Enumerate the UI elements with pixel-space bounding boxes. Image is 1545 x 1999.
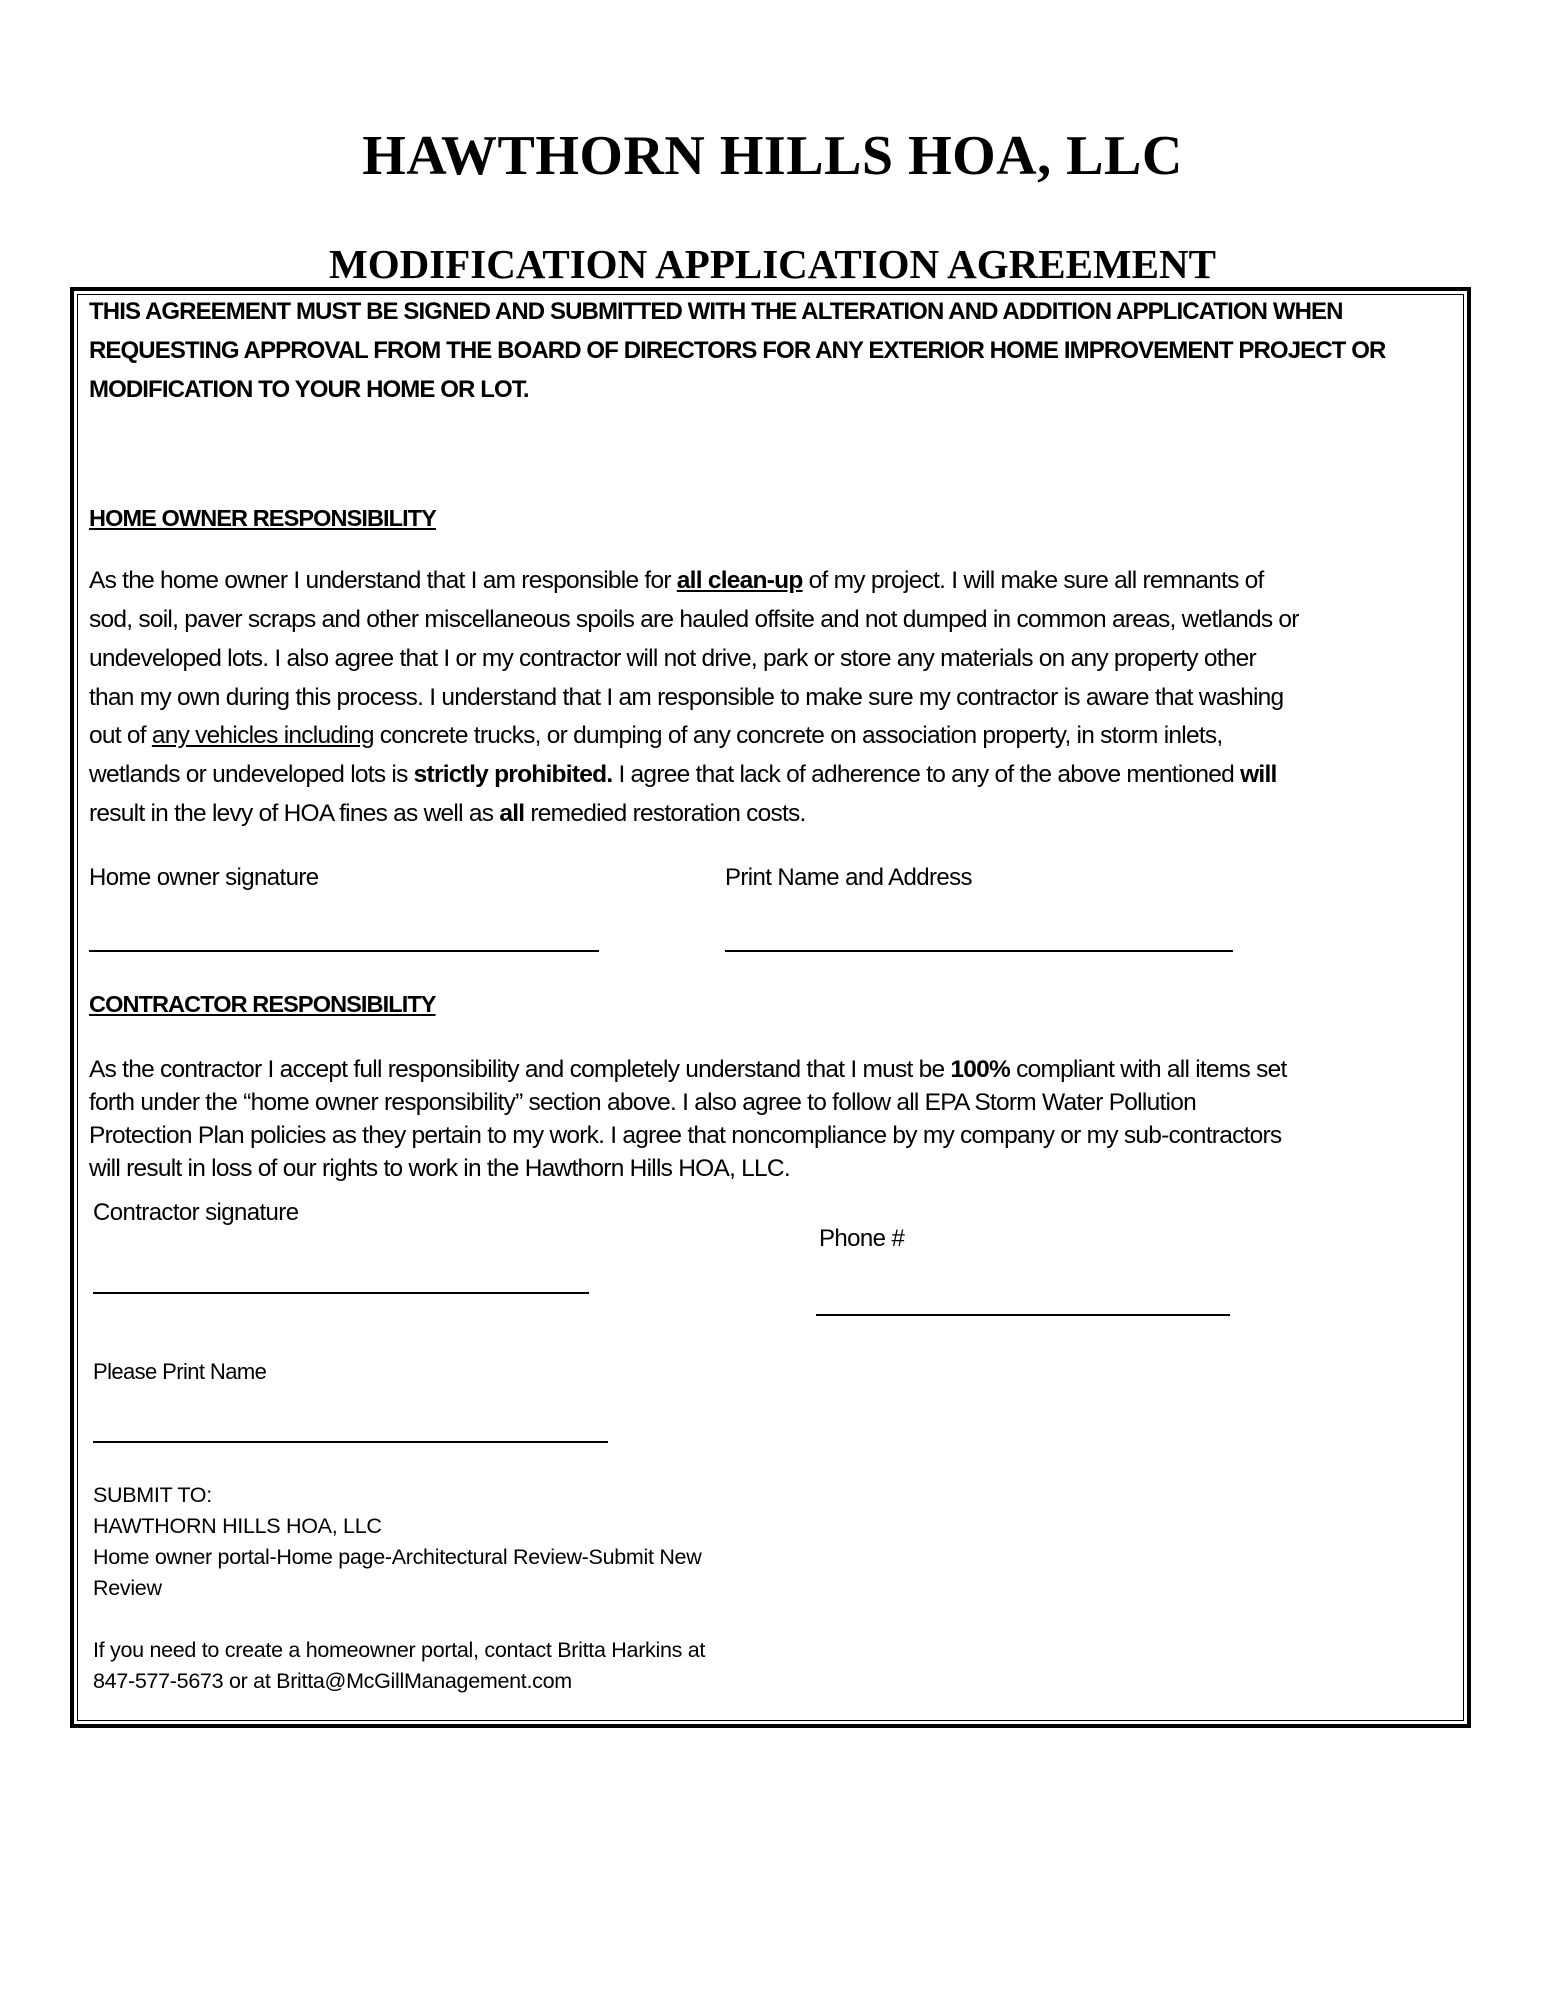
text-segment: I agree that lack of adherence to any of the above mentioned bbox=[612, 761, 1241, 788]
text-segment: As the home owner I understand that I am responsible for bbox=[89, 567, 677, 594]
portal-contact-note: If you need to create a homeowner portal, contact Britta Harkins at bbox=[93, 1638, 706, 1662]
text-segment: result in the levy of HOA fines as well as bbox=[89, 800, 500, 827]
text-segment: of my project. I will make sure all remnants of bbox=[802, 567, 1264, 594]
contractor-heading: CONTRACTOR RESPONSIBILITY bbox=[89, 991, 436, 1017]
portal-contact-details: 847-577-5673 or at Britta@McGillManagement.com bbox=[93, 1669, 572, 1693]
contractor-para-line-2: forth under the “home owner responsibility” section above. I also agree to follow all EPA Storm Water Pollution bbox=[89, 1089, 1196, 1116]
print-name-address-line[interactable] bbox=[725, 950, 1233, 952]
intro-line-3: MODIFICATION TO YOUR HOME OR LOT. bbox=[89, 376, 529, 403]
home-owner-signature-label: Home owner signature bbox=[89, 864, 319, 891]
document-title: HAWTHORN HILLS HOA, LLC bbox=[362, 125, 1183, 187]
home-owner-para-line-2: sod, soil, paver scraps and other miscellaneous spoils are hauled offsite and not dumped in common areas, wetlands or bbox=[89, 606, 1299, 633]
text-segment: remedied restoration costs. bbox=[524, 800, 806, 827]
print-name-address-label: Print Name and Address bbox=[725, 864, 972, 891]
text-segment: concrete trucks, or dumping of any concrete on association property, in storm inlets, bbox=[373, 722, 1223, 749]
intro-line-1: THIS AGREEMENT MUST BE SIGNED AND SUBMITTED WITH THE ALTERATION AND ADDITION APPLICATION WHEN bbox=[89, 298, 1343, 325]
emphasis-100-percent: 100% bbox=[950, 1056, 1011, 1083]
emphasis-all: all bbox=[499, 800, 525, 827]
text-segment: wetlands or undeveloped lots is bbox=[89, 761, 414, 788]
emphasis-strictly-prohibited: strictly prohibited. bbox=[413, 761, 613, 788]
submit-to-label: SUBMIT TO: bbox=[93, 1483, 212, 1507]
submit-portal-path: Home owner portal-Home page-Architectural Review-Submit New bbox=[93, 1545, 702, 1569]
text-segment: compliant with all items set bbox=[1010, 1056, 1287, 1083]
home-owner-para-line-4: than my own during this process. I understand that I am responsible to make sure my contractor is aware that washing bbox=[89, 684, 1284, 711]
contractor-para-line-1 bbox=[89, 1056, 1287, 1084]
phone-line[interactable] bbox=[816, 1314, 1230, 1316]
home-owner-para-line-3: undeveloped lots. I also agree that I or my contractor will not drive, park or store any materials on any property other bbox=[89, 645, 1256, 672]
contractor-print-name-line[interactable] bbox=[93, 1441, 608, 1443]
emphasis-all-clean-up: all clean-up bbox=[676, 567, 803, 594]
text-segment: As the contractor I accept full responsibility and completely understand that I must be bbox=[89, 1056, 951, 1083]
home-owner-para-line-6 bbox=[89, 761, 1277, 789]
home-owner-para-line-5 bbox=[89, 722, 1223, 750]
home-owner-heading: HOME OWNER RESPONSIBILITY bbox=[89, 505, 436, 531]
please-print-name-label: Please Print Name bbox=[93, 1359, 267, 1384]
text-segment: out of bbox=[89, 722, 152, 749]
home-owner-para-line-1 bbox=[89, 567, 1264, 595]
phone-label: Phone # bbox=[819, 1225, 905, 1252]
contractor-para-line-4: will result in loss of our rights to work in the Hawthorn Hills HOA, LLC. bbox=[89, 1155, 790, 1182]
contractor-para-line-3: Protection Plan policies as they pertain to my work. I agree that noncompliance by my company or my sub-contractors bbox=[89, 1122, 1282, 1149]
home-owner-para-line-7 bbox=[89, 800, 806, 828]
submit-org-name: HAWTHORN HILLS HOA, LLC bbox=[93, 1514, 382, 1538]
emphasis-will: will bbox=[1240, 761, 1277, 788]
submit-portal-path-cont: Review bbox=[93, 1576, 162, 1600]
document-subtitle: MODIFICATION APPLICATION AGREEMENT bbox=[329, 241, 1216, 287]
contractor-signature-label: Contractor signature bbox=[93, 1199, 299, 1226]
home-owner-signature-line[interactable] bbox=[89, 950, 599, 952]
intro-line-2: REQUESTING APPROVAL FROM THE BOARD OF DIRECTORS FOR ANY EXTERIOR HOME IMPROVEMENT PROJECT OR bbox=[89, 337, 1386, 364]
emphasis-any-vehicles: any vehicles including bbox=[151, 722, 374, 749]
contractor-signature-line[interactable] bbox=[93, 1292, 589, 1294]
